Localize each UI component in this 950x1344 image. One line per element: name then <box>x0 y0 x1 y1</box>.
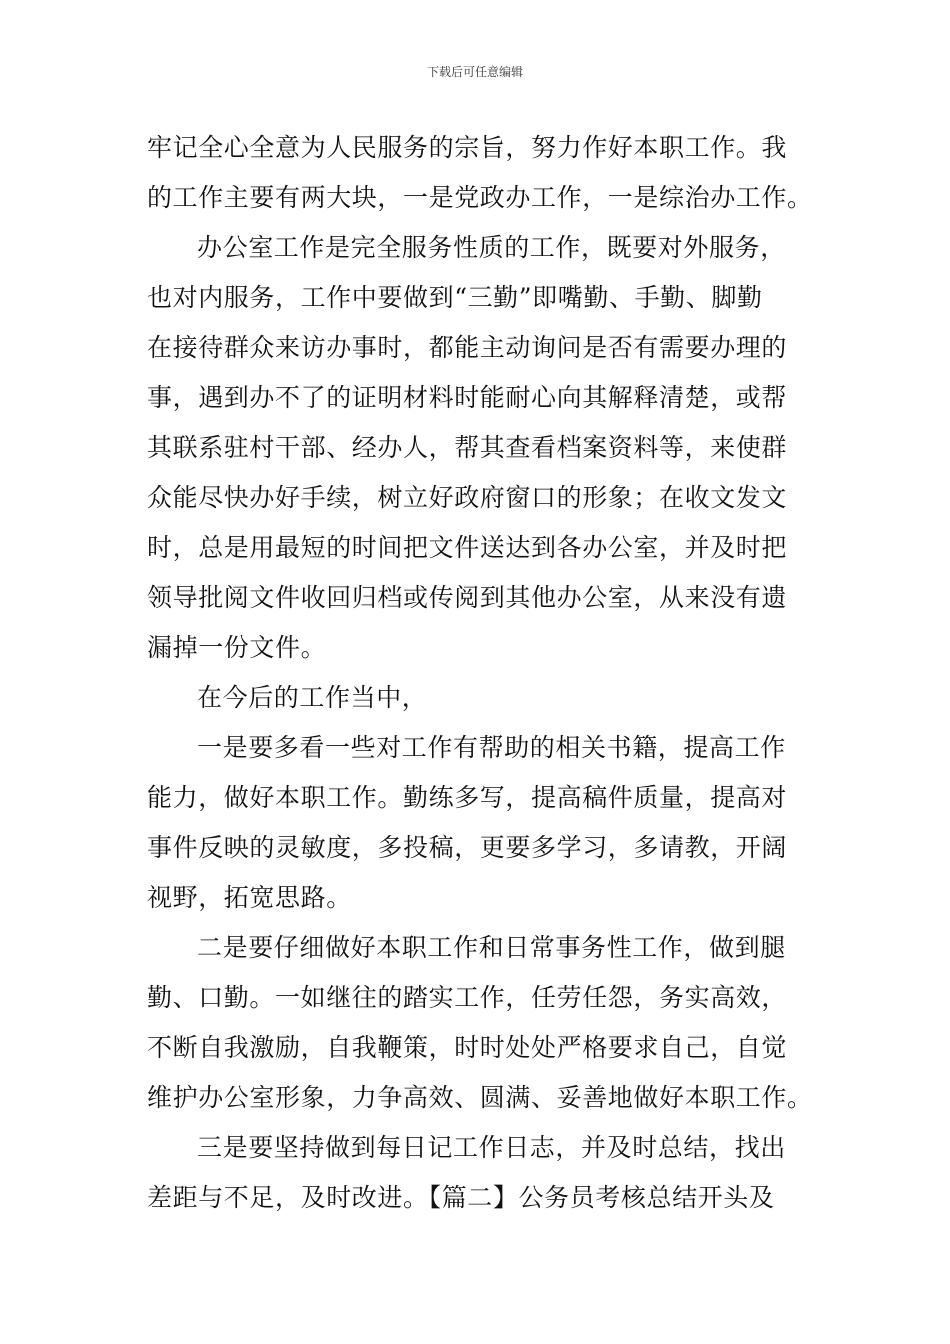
text-line: 牢记全心全意为人民服务的宗旨，努力作好本职工作。我 <box>147 133 788 162</box>
text-line: 事件反映的灵敏度，多投稿，更要多学习，多请教，开阔 <box>147 833 788 862</box>
text-line: 勤、口勤。一如继往的踏实工作，任劳任怨，务实高效， <box>147 983 788 1012</box>
text-line: 在接待群众来访办事时，都能主动询问是否有需要办理的 <box>147 333 788 362</box>
text-line: 事，遇到办不了的证明材料时能耐心向其解释清楚，或帮 <box>147 383 788 412</box>
text-line: 差距与不足，及时改进。【篇二】公务员考核总结开头及 <box>147 1183 775 1212</box>
text-line: 的工作主要有两大块，一是党政办工作，一是综治办工作。 <box>147 183 813 212</box>
text-line: 二是要仔细做好本职工作和日常事务性工作，做到腿 <box>197 933 786 962</box>
text-line: 其联系驻村干部、经办人，帮其查看档案资料等，来使群 <box>147 433 788 462</box>
document-body <box>147 123 811 1223</box>
text-line: 在今后的工作当中， <box>197 683 428 712</box>
text-line: 三是要坚持做到每日记工作日志，并及时总结，找出 <box>197 1133 786 1162</box>
text-line: 维护办公室形象，力争高效、圆满、妥善地做好本职工作。 <box>147 1083 813 1112</box>
text-line: 办公室工作是完全服务性质的工作，既要对外服务， <box>197 233 786 262</box>
text-line: 领导批阅文件收回归档或传阅到其他办公室，从来没有遗 <box>147 583 788 612</box>
text-line: 不断自我激励，自我鞭策，时时处处严格要求自己，自觉 <box>147 1033 788 1062</box>
page-header: 下载后可任意编辑 <box>426 65 523 79</box>
text-line: 也对内服务，工作中要做到“三勤”即嘴勤、手勤、脚勤 <box>147 283 763 312</box>
text-line: 视野，拓宽思路。 <box>147 883 352 912</box>
text-line: 一是要多看一些对工作有帮助的相关书籍，提高工作 <box>197 733 786 762</box>
text-line: 时，总是用最短的时间把文件送达到各办公室，并及时把 <box>147 533 788 562</box>
text-line: 众能尽快办好手续，树立好政府窗口的形象；在收文发文 <box>147 483 788 512</box>
text-line: 漏掉一份文件。 <box>147 633 327 662</box>
text-line: 能力，做好本职工作。勤练多写，提高稿件质量，提高对 <box>147 783 788 812</box>
